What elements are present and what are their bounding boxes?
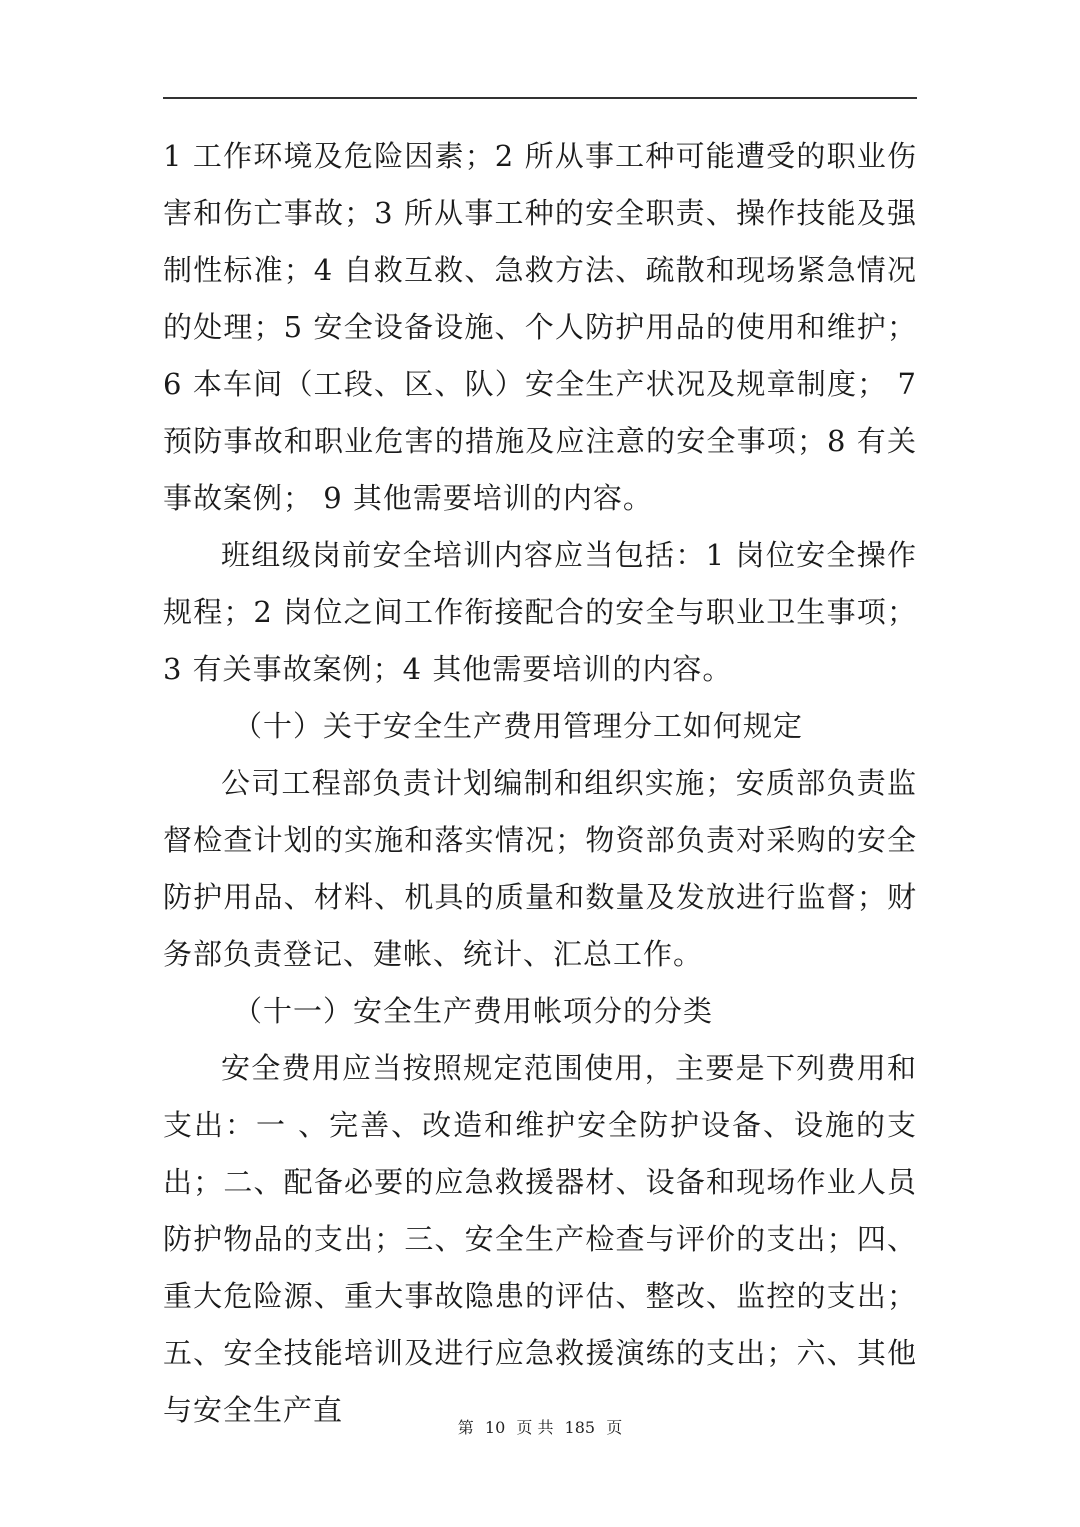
section-heading-11: （十一）安全生产费用帐项分的分类 — [233, 994, 714, 1028]
document-body — [163, 128, 917, 1439]
paragraph-cost-categories: 安全费用应当按照规定范围使用，主要是下列费用和支出：一 、完善、改造和维护安全防护设备、设施的支出；二、配备必要的应急救援器材、设备和现场作业人员防护物品的支出；三、安全生产检查与评价的支出；四、重大危险源、重大事故隐患的评估、整改、监控的支出；五、安全技能培训及进行应急救援演练的支出；六、其他与安全生产直 — [163, 1051, 917, 1427]
paragraph-team-level-training: 班组级岗前安全培训内容应当包括：1 岗位安全操作规程；2 岗位之间工作衔接配合的安全与职业卫生事项；3 有关事故案例；4 其他需要培训的内容。 — [163, 538, 917, 686]
header-rule — [163, 97, 917, 99]
footer-middle: 页 共 — [516, 1418, 554, 1437]
paragraph-training-items: 1 工作环境及危险因素；2 所从事工种可能遭受的职业伤害和伤亡事故；3 所从事工种的安全职责、操作技能及强制性标准；4 自救互救、急救方法、疏散和现场紧急情况的处理；5 安全设备设施、个人防护用品的使用和维护；6 本车间（工段、区、队）安全生产状况及规章制度； 7 预防事故和职业危害的措施及应注意的安全事项；8 有关事故案例； 9 其他需要培训的内容。 — [163, 139, 917, 515]
page-footer — [0, 1414, 1080, 1442]
section-heading-10: （十）关于安全生产费用管理分工如何规定 — [233, 709, 804, 743]
footer-page-number: 10 — [484, 1418, 506, 1437]
footer-prefix: 第 — [457, 1418, 474, 1437]
footer-total-pages: 185 — [564, 1418, 596, 1437]
paragraph-cost-management-division: 公司工程部负责计划编制和组织实施；安质部负责监督检查计划的实施和落实情况；物资部负责对采购的安全防护用品、材料、机具的质量和数量及发放进行监督；财务部负责登记、建帐、统计、汇总工作。 — [163, 766, 917, 971]
footer-suffix: 页 — [606, 1418, 623, 1437]
